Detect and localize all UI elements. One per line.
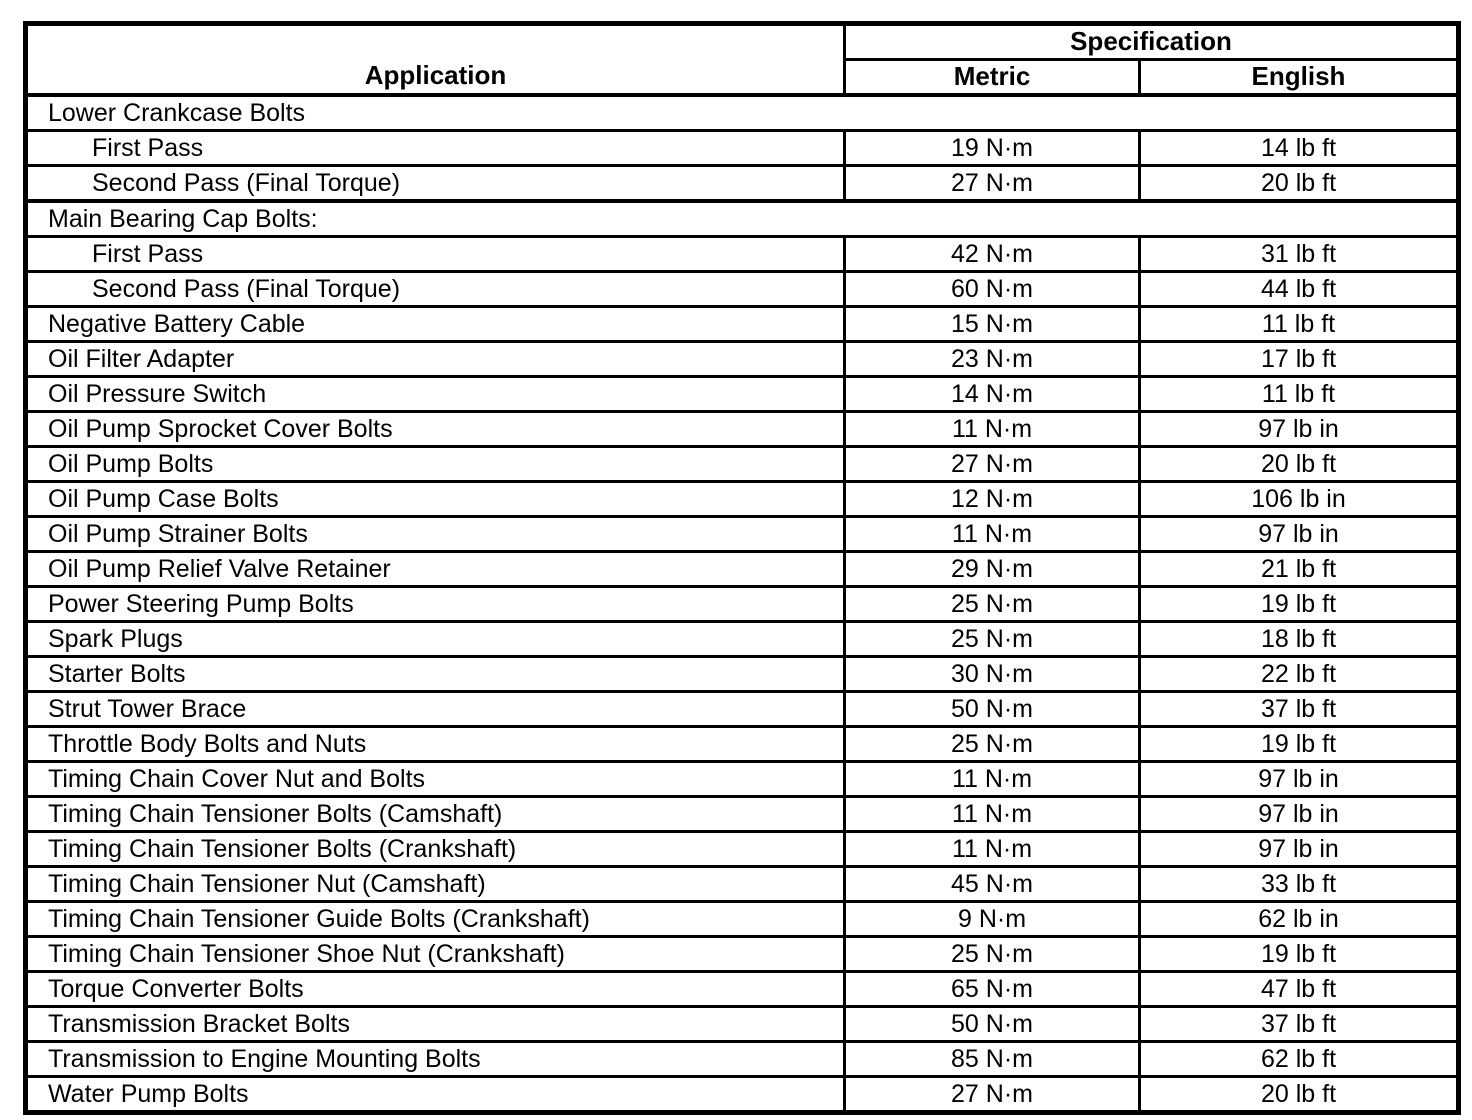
metric-value-cell: 27 N·m xyxy=(845,1077,1140,1113)
application-cell: Oil Pump Bolts xyxy=(26,447,845,482)
table-body xyxy=(26,95,1459,1113)
application-cell: Oil Pump Relief Valve Retainer xyxy=(26,552,845,587)
english-value-cell: 44 lb ft xyxy=(1140,272,1459,307)
application-cell: Main Bearing Cap Bolts: xyxy=(26,201,1459,237)
english-value-cell: 62 lb in xyxy=(1140,902,1459,937)
metric-value-cell: 11 N·m xyxy=(845,517,1140,552)
application-cell: First Pass xyxy=(26,131,845,166)
application-cell: Second Pass (Final Torque) xyxy=(26,272,845,307)
table-row xyxy=(26,587,1459,622)
table-row xyxy=(26,307,1459,342)
column-header-english: English xyxy=(1140,60,1459,96)
table-row xyxy=(26,727,1459,762)
application-cell: Timing Chain Tensioner Bolts (Crankshaft) xyxy=(26,832,845,867)
table-row xyxy=(26,482,1459,517)
application-cell: Lower Crankcase Bolts xyxy=(26,95,1459,131)
metric-value-cell: 29 N·m xyxy=(845,552,1140,587)
table-row xyxy=(26,937,1459,972)
metric-value-cell: 42 N·m xyxy=(845,237,1140,272)
application-cell: Oil Pump Sprocket Cover Bolts xyxy=(26,412,845,447)
application-cell: Oil Pump Strainer Bolts xyxy=(26,517,845,552)
metric-value-cell: 25 N·m xyxy=(845,937,1140,972)
english-value-cell: 37 lb ft xyxy=(1140,692,1459,727)
application-cell: Timing Chain Cover Nut and Bolts xyxy=(26,762,845,797)
metric-value-cell: 19 N·m xyxy=(845,131,1140,166)
english-value-cell: 11 lb ft xyxy=(1140,307,1459,342)
metric-value-cell: 15 N·m xyxy=(845,307,1140,342)
english-value-cell: 97 lb in xyxy=(1140,832,1459,867)
english-value-cell: 37 lb ft xyxy=(1140,1007,1459,1042)
metric-value-cell: 12 N·m xyxy=(845,482,1140,517)
metric-value-cell: 9 N·m xyxy=(845,902,1140,937)
metric-value-cell: 11 N·m xyxy=(845,797,1140,832)
table-row xyxy=(26,972,1459,1007)
application-cell: Second Pass (Final Torque) xyxy=(26,166,845,202)
application-cell: Timing Chain Tensioner Nut (Camshaft) xyxy=(26,867,845,902)
table-row xyxy=(26,131,1459,166)
english-value-cell: 97 lb in xyxy=(1140,517,1459,552)
table-row xyxy=(26,412,1459,447)
table-row xyxy=(26,342,1459,377)
english-value-cell: 20 lb ft xyxy=(1140,447,1459,482)
application-cell: Oil Filter Adapter xyxy=(26,342,845,377)
application-cell: Throttle Body Bolts and Nuts xyxy=(26,727,845,762)
metric-value-cell: 25 N·m xyxy=(845,727,1140,762)
table-row xyxy=(26,552,1459,587)
table-row xyxy=(26,867,1459,902)
section-row xyxy=(26,95,1459,131)
metric-value-cell: 14 N·m xyxy=(845,377,1140,412)
table-row xyxy=(26,237,1459,272)
english-value-cell: 20 lb ft xyxy=(1140,166,1459,202)
table-row xyxy=(26,517,1459,552)
application-cell: Strut Tower Brace xyxy=(26,692,845,727)
column-header-metric: Metric xyxy=(845,60,1140,96)
english-value-cell: 19 lb ft xyxy=(1140,937,1459,972)
application-cell: Starter Bolts xyxy=(26,657,845,692)
metric-value-cell: 11 N·m xyxy=(845,762,1140,797)
table-row xyxy=(26,797,1459,832)
table-row xyxy=(26,832,1459,867)
table-row xyxy=(26,377,1459,412)
header-row-top xyxy=(26,24,1459,60)
english-value-cell: 62 lb ft xyxy=(1140,1042,1459,1077)
english-value-cell: 97 lb in xyxy=(1140,412,1459,447)
metric-value-cell: 11 N·m xyxy=(845,412,1140,447)
column-header-specification: Specification xyxy=(845,24,1459,60)
metric-value-cell: 27 N·m xyxy=(845,166,1140,202)
application-cell: Timing Chain Tensioner Guide Bolts (Crankshaft) xyxy=(26,902,845,937)
metric-value-cell: 50 N·m xyxy=(845,1007,1140,1042)
table-row xyxy=(26,272,1459,307)
english-value-cell: 21 lb ft xyxy=(1140,552,1459,587)
table-row xyxy=(26,762,1459,797)
english-value-cell: 22 lb ft xyxy=(1140,657,1459,692)
section-row xyxy=(26,201,1459,237)
english-value-cell: 18 lb ft xyxy=(1140,622,1459,657)
english-value-cell: 106 lb in xyxy=(1140,482,1459,517)
english-value-cell: 11 lb ft xyxy=(1140,377,1459,412)
table-row xyxy=(26,447,1459,482)
english-value-cell: 19 lb ft xyxy=(1140,587,1459,622)
application-cell: Transmission to Engine Mounting Bolts xyxy=(26,1042,845,1077)
column-header-application: Application xyxy=(26,24,845,96)
application-cell: Negative Battery Cable xyxy=(26,307,845,342)
metric-value-cell: 50 N·m xyxy=(845,692,1140,727)
metric-value-cell: 27 N·m xyxy=(845,447,1140,482)
metric-value-cell: 30 N·m xyxy=(845,657,1140,692)
table-row xyxy=(26,692,1459,727)
application-cell: Spark Plugs xyxy=(26,622,845,657)
metric-value-cell: 60 N·m xyxy=(845,272,1140,307)
metric-value-cell: 23 N·m xyxy=(845,342,1140,377)
application-cell: Water Pump Bolts xyxy=(26,1077,845,1113)
english-value-cell: 31 lb ft xyxy=(1140,237,1459,272)
application-cell: Transmission Bracket Bolts xyxy=(26,1007,845,1042)
english-value-cell: 14 lb ft xyxy=(1140,131,1459,166)
english-value-cell: 97 lb in xyxy=(1140,797,1459,832)
metric-value-cell: 25 N·m xyxy=(845,622,1140,657)
table-row xyxy=(26,1007,1459,1042)
english-value-cell: 17 lb ft xyxy=(1140,342,1459,377)
metric-value-cell: 85 N·m xyxy=(845,1042,1140,1077)
application-cell: Oil Pump Case Bolts xyxy=(26,482,845,517)
application-cell: Timing Chain Tensioner Shoe Nut (Crankshaft) xyxy=(26,937,845,972)
table-row xyxy=(26,1042,1459,1077)
table-row xyxy=(26,1077,1459,1113)
metric-value-cell: 45 N·m xyxy=(845,867,1140,902)
application-cell: Oil Pressure Switch xyxy=(26,377,845,412)
metric-value-cell: 25 N·m xyxy=(845,587,1140,622)
metric-value-cell: 11 N·m xyxy=(845,832,1140,867)
application-cell: Timing Chain Tensioner Bolts (Camshaft) xyxy=(26,797,845,832)
table-row xyxy=(26,657,1459,692)
english-value-cell: 33 lb ft xyxy=(1140,867,1459,902)
english-value-cell: 20 lb ft xyxy=(1140,1077,1459,1113)
torque-specifications-table xyxy=(23,21,1461,1115)
application-cell: First Pass xyxy=(26,237,845,272)
metric-value-cell: 65 N·m xyxy=(845,972,1140,1007)
table-row xyxy=(26,166,1459,202)
table-row xyxy=(26,622,1459,657)
application-cell: Torque Converter Bolts xyxy=(26,972,845,1007)
english-value-cell: 47 lb ft xyxy=(1140,972,1459,1007)
table-row xyxy=(26,902,1459,937)
application-cell: Power Steering Pump Bolts xyxy=(26,587,845,622)
english-value-cell: 97 lb in xyxy=(1140,762,1459,797)
english-value-cell: 19 lb ft xyxy=(1140,727,1459,762)
